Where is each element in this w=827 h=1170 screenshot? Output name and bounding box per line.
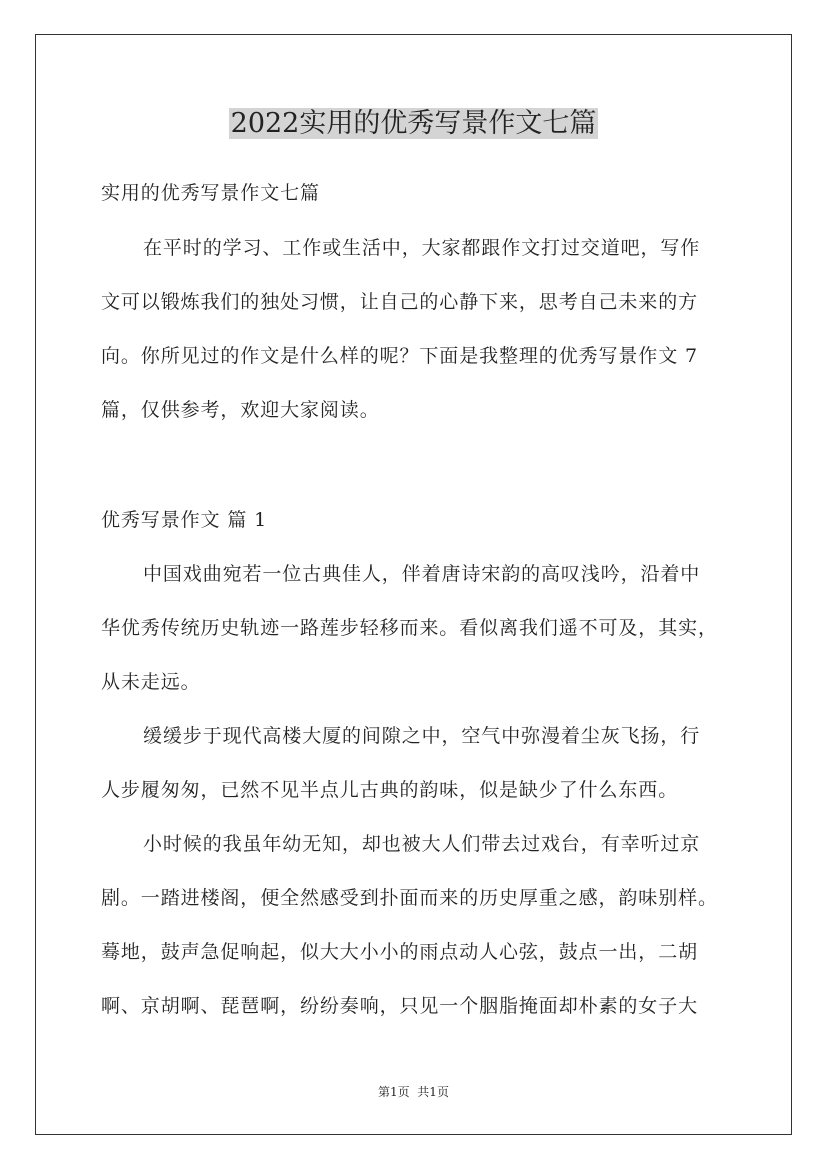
paragraph-line: 向。你所见过的作文是什么样的呢？下面是我整理的优秀写景作文 7 xyxy=(101,345,699,367)
section-heading-text: 优秀写景作文 篇 1 xyxy=(101,509,268,531)
essay-body xyxy=(101,547,737,1033)
subtitle xyxy=(101,166,737,220)
paragraph-line: 人步履匆匆，已然不见半点儿古典的韵味，似是缺少了什么东西。 xyxy=(101,779,679,801)
paragraph-line: 在平时的学习、工作或生活中，大家都跟作文打过交道吧，写作 xyxy=(143,237,701,259)
intro-paragraph xyxy=(101,221,737,437)
section-heading xyxy=(101,493,737,547)
page-footer xyxy=(0,1082,827,1102)
paragraph-line: 啊、京胡啊、琵琶啊，纷纷奏响，只见一个胭脂掩面却朴素的女子大 xyxy=(101,995,699,1017)
paragraph-line: 蓦地，鼓声急促响起，似大大小小的雨点动人心弦，鼓点一出，二胡 xyxy=(101,941,699,963)
paragraph-line: 从未走远。 xyxy=(101,671,201,693)
subtitle-text: 实用的优秀写景作文七篇 xyxy=(101,182,320,204)
paragraph-line: 缓缓步于现代高楼大厦的间隙之中，空气中弥漫着尘灰飞扬，行 xyxy=(143,725,701,747)
paragraph-line: 小时候的我虽年幼无知，却也被大人们带去过戏台，有幸听过京 xyxy=(143,833,701,855)
paragraph-line: 中国戏曲宛若一位古典佳人，伴着唐诗宋韵的高叹浅吟，沿着中 xyxy=(143,563,701,585)
document-title xyxy=(0,104,827,144)
paragraph-line: 篇，仅供参考，欢迎大家阅读。 xyxy=(101,399,380,421)
paragraph-line: 剧。一踏进楼阁，便全然感受到扑面而来的历史厚重之感，韵味别样。 xyxy=(101,887,718,909)
document-title-text: 2022实用的优秀写景作文七篇 xyxy=(230,108,597,139)
paragraph-line: 文可以锻炼我们的独处习惯，让自己的心静下来，思考自己未来的方 xyxy=(101,291,699,313)
page-number: 第1页 共1页 xyxy=(378,1085,449,1099)
paragraph-line: 华优秀传统历史轨迹一路莲步轻移而来。看似离我们遥不可及，其实， xyxy=(101,617,718,639)
